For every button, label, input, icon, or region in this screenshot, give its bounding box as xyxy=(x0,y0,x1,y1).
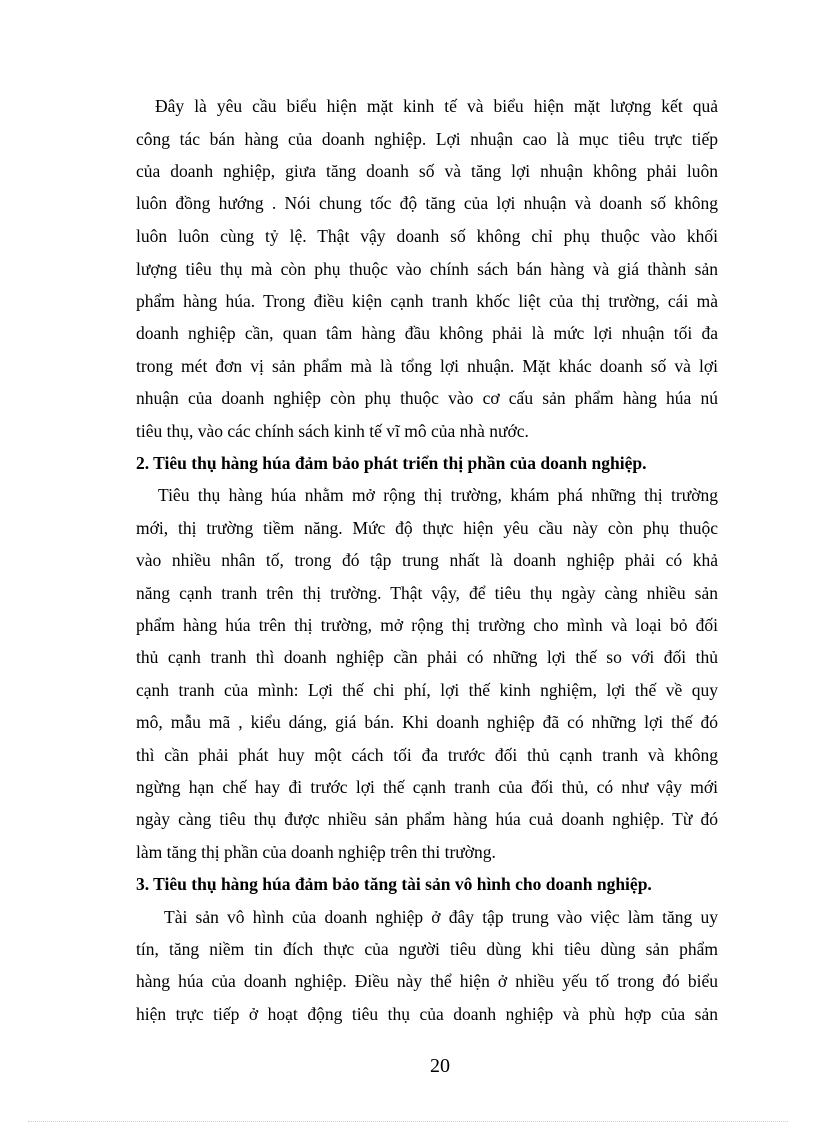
page-bottom-divider xyxy=(28,1121,788,1122)
paragraph-1-line-2: công tác bán hàng của doanh nghiệp. Lợi nhuận cao là mục tiêu trực tiếp xyxy=(136,129,718,149)
section-heading-3: 3. Tiêu thụ hàng húa đảm bảo tăng tài sản vô hình cho doanh nghiệp. xyxy=(136,874,652,894)
paragraph-2-line-3: vào nhiều nhân tố, trong đó tập trung nhất là doanh nghiệp phải có khả xyxy=(136,550,718,570)
paragraph-2-line-6: thủ cạnh tranh thì doanh nghiệp cần phải có những lợi thế so với đối thủ xyxy=(136,647,718,667)
paragraph-3-line-1: Tài sản vô hình của doanh nghiệp ở đây tập trung vào việc làm tăng uy xyxy=(164,907,718,927)
paragraph-2-line-5: phẩm hàng húa trên thị trường, mở rộng thị trường cho mình và loại bỏ đối xyxy=(136,615,718,635)
paragraph-2-line-7: cạnh tranh của mình: Lợi thế chi phí, lợi thế kinh nghiệm, lợi thế về quy xyxy=(136,680,718,700)
paragraph-1-line-1: Đây là yêu cầu biểu hiện mặt kinh tế và biểu hiện mặt lượng kết quả xyxy=(155,96,718,116)
paragraph-1-line-5: luôn luôn cùng tỷ lệ. Thật vậy doanh số không chỉ phụ thuộc vào khối xyxy=(136,226,718,246)
paragraph-1-line-8: doanh nghiệp cần, quan tâm hàng đầu không phải là mức lợi nhuận tối đa xyxy=(136,323,718,343)
paragraph-2-line-11: ngày càng tiêu thụ được nhiều sản phẩm hàng húa cuả doanh nghiệp. Từ đó xyxy=(136,809,718,829)
paragraph-3-line-3: hàng húa của doanh nghiệp. Điều này thể hiện ở nhiều yếu tố trong đó biểu xyxy=(136,971,718,991)
paragraph-1-line-3: của doanh nghiệp, giưa tăng doanh số và tăng lợi nhuận không phải luôn xyxy=(136,161,718,181)
paragraph-1-line-10: nhuận của doanh nghiệp còn phụ thuộc vào cơ cấu sản phẩm hàng húa nú xyxy=(136,388,718,408)
paragraph-1-line-6: lượng tiêu thụ mà còn phụ thuộc vào chính sách bán hàng và giá thành sản xyxy=(136,259,718,279)
paragraph-1-line-11: tiêu thụ, vào các chính sách kinh tế vĩ mô của nhà nước. xyxy=(136,421,529,441)
paragraph-2-line-9: thì cần phải phát huy một cách tối đa trước đối thủ cạnh tranh và không xyxy=(136,745,718,765)
page-number: 20 xyxy=(430,1055,450,1077)
paragraph-2-line-8: mô, mẫu mã , kiểu dáng, giá bán. Khi doanh nghiệp đã có những lợi thế đó xyxy=(136,712,718,732)
paragraph-3-line-4: hiện trực tiếp ở hoạt động tiêu thụ của doanh nghiệp và phù hợp của sản xyxy=(136,1004,718,1024)
paragraph-1-line-4: luôn đồng hướng . Nói chung tốc độ tăng của lợi nhuận và doanh số không xyxy=(136,193,718,213)
paragraph-2-line-1: Tiêu thụ hàng húa nhằm mở rộng thị trường, khám phá những thị trường xyxy=(158,485,718,505)
section-heading-2: 2. Tiêu thụ hàng húa đảm bảo phát triển thị phần của doanh nghiệp. xyxy=(136,453,647,473)
paragraph-2-line-2: mới, thị trường tiềm năng. Mức độ thực hiện yêu cầu này còn phụ thuộc xyxy=(136,518,718,538)
paragraph-1-line-9: trong mét đơn vị sản phẩm mà là tổng lợi nhuận. Mặt khác doanh số và lợi xyxy=(136,356,718,376)
paragraph-1-line-7: phẩm hàng húa. Trong điều kiện cạnh tranh khốc liệt của thị trường, cái mà xyxy=(136,291,718,311)
paragraph-2-line-12: làm tăng thị phần của doanh nghiệp trên thi trường. xyxy=(136,842,496,862)
paragraph-3-line-2: tín, tăng niềm tin đích thực của người tiêu dùng khi tiêu dùng sản phẩm xyxy=(136,939,718,959)
paragraph-2-line-10: ngừng hạn chế hay đi trước lợi thế cạnh tranh của đối thủ, có như vậy mới xyxy=(136,777,718,797)
paragraph-2-line-4: năng cạnh tranh trên thị trường. Thật vậy, để tiêu thụ ngày càng nhiều sản xyxy=(136,583,718,603)
